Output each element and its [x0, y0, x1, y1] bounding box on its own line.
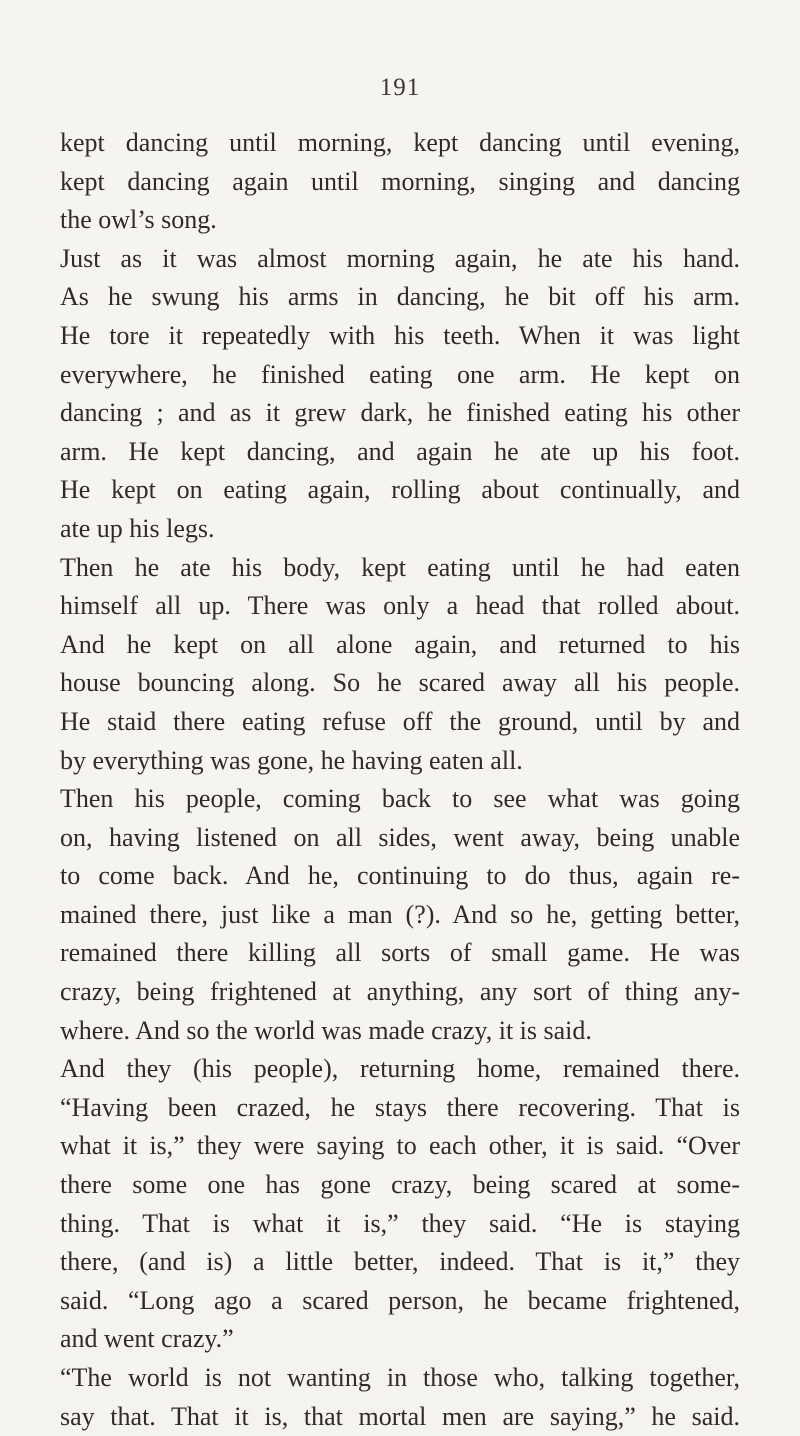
page-number: 191 — [379, 74, 421, 101]
text-line: house bouncing along. So he scared away all his people. — [60, 668, 740, 698]
text-line: As he swung his arms in dancing, he bit off his arm. — [60, 282, 740, 312]
text-line: And they (his people), returning home, remained there. — [60, 1054, 740, 1084]
text-line: kept dancing again until morning, singing and dancing — [60, 166, 740, 196]
text-line: what it is,” they were saying to each other, it is said. “Over — [60, 1131, 740, 1161]
text-line: Just as it was almost morning again, he ate his hand. — [60, 243, 740, 273]
text-line: mained there, just like a man (?). And so he, getting better, — [60, 899, 740, 929]
text-line: everywhere, he finished eating one arm. He kept on — [60, 359, 740, 389]
text-line: thing. That is what it is,” they said. “He is staying — [60, 1208, 740, 1238]
text-line: Then his people, coming back to see what was going — [60, 784, 740, 814]
text-line: to come back. And he, continuing to do thus, again re- — [60, 861, 740, 891]
text-line: crazy, being frightened at anything, any sort of thing any- — [60, 977, 740, 1007]
body-text — [60, 124, 740, 1436]
text-line: said. “Long ago a scared person, he became frightened, — [60, 1285, 740, 1315]
text-line: arm. He kept dancing, and again he ate up his foot. — [60, 436, 740, 466]
text-line: ate up his legs. — [60, 513, 215, 543]
text-line: say that. That it is, that mortal men are saying,” he said. — [60, 1401, 740, 1431]
text-line: He staid there eating refuse off the ground, until by and — [60, 706, 740, 736]
text-line: there some one has gone crazy, being scared at some- — [60, 1170, 740, 1200]
text-line: Then he ate his body, kept eating until he had eaten — [60, 552, 740, 582]
text-line: kept dancing until morning, kept dancing until evening, — [60, 128, 740, 157]
text-line: by everything was gone, he having eaten all. — [60, 745, 523, 775]
text-line: on, having listened on all sides, went away, being unable — [60, 822, 740, 852]
text-line: “Having been crazed, he stays there recovering. That is — [60, 1092, 740, 1122]
text-line: where. And so the world was made crazy, it is said. — [60, 1015, 592, 1045]
text-line: And he kept on all alone again, and returned to his — [60, 629, 740, 659]
text-line: and went crazy.” — [60, 1324, 234, 1354]
text-line: He kept on eating again, rolling about continually, and — [60, 475, 740, 505]
text-line: the owl’s song. — [60, 205, 217, 235]
text-line: remained there killing all sorts of small game. He was — [60, 938, 740, 968]
text-line: himself all up. There was only a head that rolled about. — [60, 591, 740, 621]
text-line: dancing ; and as it grew dark, he finished eating his other — [60, 398, 740, 428]
text-line: “The world is not wanting in those who, talking together, — [60, 1363, 740, 1392]
text-line: He tore it repeatedly with his teeth. When it was light — [60, 320, 740, 350]
text-line: there, (and is) a little better, indeed. That is it,” they — [60, 1247, 740, 1277]
